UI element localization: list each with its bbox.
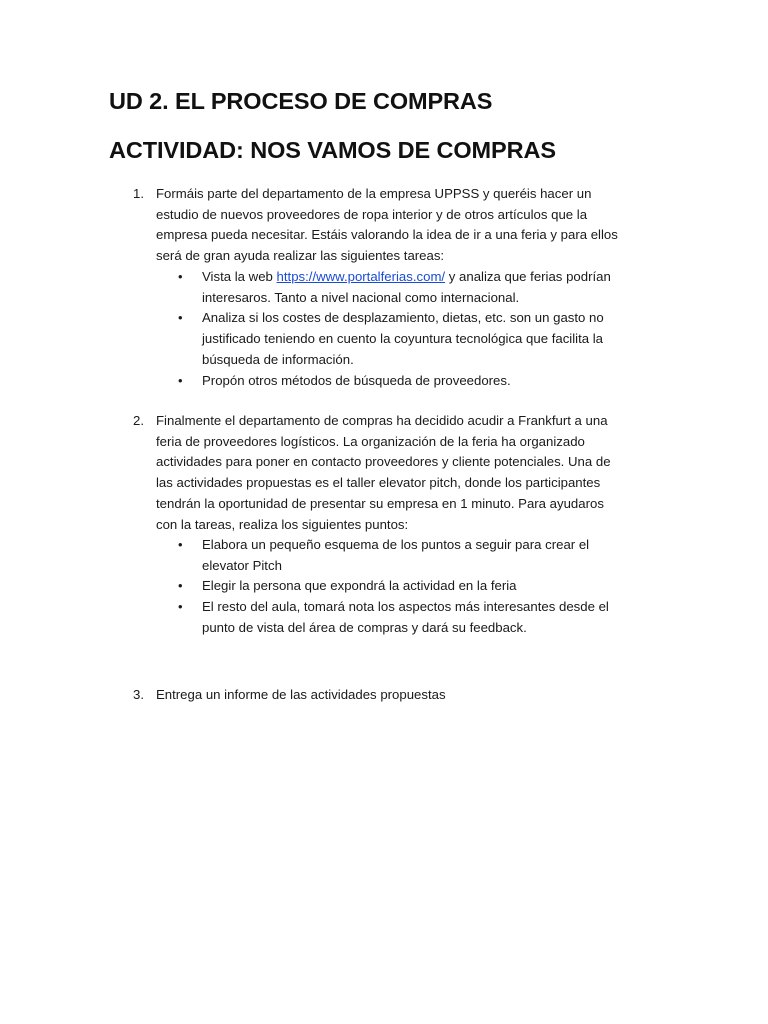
bullet-text: y analiza que ferias podrían — [445, 269, 611, 284]
bullet-text: Analiza si los costes de desplazamiento, dietas, etc. son un gasto no — [202, 310, 604, 326]
bullet-icon: • — [178, 269, 183, 284]
bullet-item — [156, 267, 661, 308]
bullet-item — [156, 308, 661, 370]
paragraph-line: actividades para poner en contacto proveedores y cliente potenciales. Una de — [156, 454, 611, 470]
bullet-text: El resto del aula, tomará nota los aspectos más interesantes desde el — [202, 599, 609, 615]
item-paragraph — [156, 411, 661, 535]
item-paragraph — [156, 685, 661, 706]
bullet-text: Elegir la persona que expondrá la actividad en la feria — [202, 578, 517, 594]
bullet-icon: • — [178, 599, 183, 615]
paragraph-line: Formáis parte del departamento de la empresa UPPSS y queréis hacer un — [156, 186, 592, 201]
paragraph-line: Finalmente el departamento de compras ha decidido acudir a Frankfurt a una — [156, 413, 608, 428]
bullet-item — [156, 597, 661, 638]
bullet-text: Elabora un pequeño esquema de los puntos a seguir para crear el — [202, 537, 590, 552]
bullet-list — [156, 535, 661, 639]
bullet-icon: • — [178, 372, 183, 388]
portalferias-link[interactable]: https://www.portalferias.com/ — [276, 269, 446, 284]
activity-heading: ACTIVIDAD: NOS VAMOS DE COMPRAS — [109, 137, 556, 163]
bullet-list — [156, 267, 661, 391]
bullet-item — [156, 535, 661, 576]
item-number: 1. — [133, 186, 144, 201]
item-paragraph — [156, 184, 661, 267]
bullet-text: elevator Pitch — [202, 557, 282, 573]
bullet-icon: • — [178, 537, 183, 552]
bullet-text: justificado teniendo en cuento la coyuntura tecnológica que facilita la — [202, 331, 604, 347]
bullet-icon: • — [178, 310, 183, 326]
item-number: 3. — [133, 687, 144, 702]
paragraph-line: feria de proveedores logísticos. La organización de la feria ha organizado — [156, 433, 585, 449]
bullet-text: interesaros. Tanto a nivel nacional como internacional. — [202, 289, 520, 305]
paragraph-line: las actividades propuestas es el taller elevator pitch, donde los participantes — [156, 475, 601, 491]
unit-heading: UD 2. EL PROCESO DE COMPRAS — [109, 88, 493, 114]
bullet-icon: • — [178, 578, 183, 594]
paragraph-line: estudio de nuevos proveedores de ropa interior y de otros artículos que la — [156, 206, 588, 222]
bullet-text: Vista la web — [202, 269, 277, 284]
paragraph-line: será de gran ayuda realizar las siguientes tareas: — [156, 248, 445, 264]
paragraph-line: Entrega un informe de las actividades propuestas — [156, 687, 446, 702]
bullet-text: búsqueda de información. — [202, 351, 354, 367]
bullet-text: Propón otros métodos de búsqueda de proveedores. — [202, 372, 511, 388]
bullet-item — [156, 371, 661, 392]
paragraph-line: empresa pueda necesitar. Estáis valorando la idea de ir a una feria y para ellos — [156, 227, 618, 243]
paragraph-line: con la tareas, realiza los siguientes puntos: — [156, 516, 409, 532]
bullet-item — [156, 576, 661, 597]
paragraph-line: tendrán la oportunidad de presentar su empresa en 1 minuto. Para ayudaros — [156, 495, 604, 511]
item-number: 2. — [133, 413, 144, 428]
bullet-text: punto de vista del área de compras y dará su feedback. — [202, 619, 527, 635]
